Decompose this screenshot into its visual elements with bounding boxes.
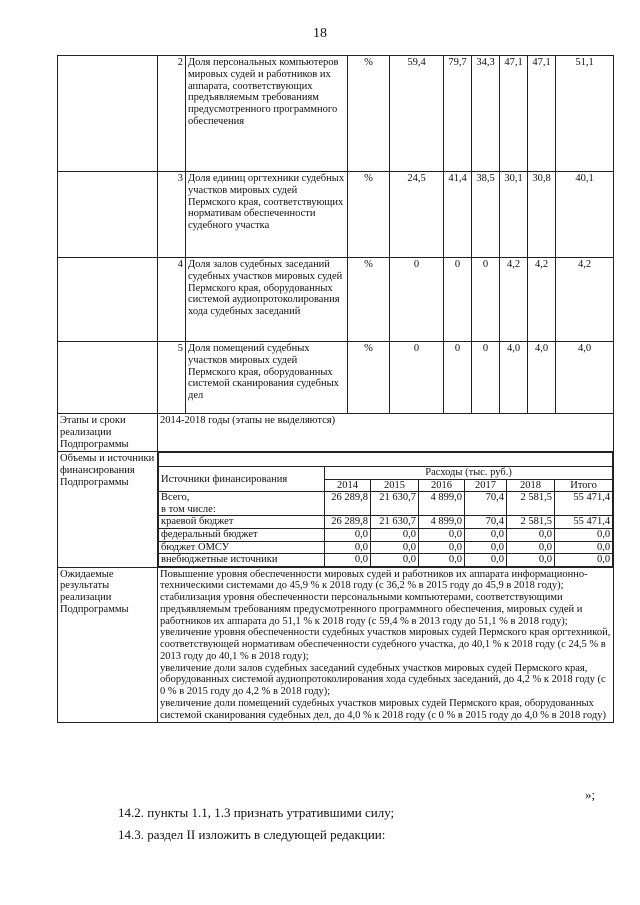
indicator-y2017: 4,2 bbox=[500, 258, 528, 342]
indicator-n: 2 bbox=[158, 56, 186, 172]
finance-value: 21 630,7 bbox=[371, 492, 419, 516]
indicator-text: Доля помещений судебных участков мировых судей Пермского края, оборудованных системой сканирования судебных дел bbox=[186, 342, 348, 414]
indicator-y2015: 0 bbox=[444, 258, 472, 342]
indicator-text: Доля единиц оргтехники судебных участков мировых судей Пермского края, соответствующих нормативам обеспеченности судебного участка bbox=[186, 172, 348, 258]
finance-value: 0,0 bbox=[507, 554, 555, 567]
finance-value: 0,0 bbox=[507, 528, 555, 541]
indicator-blank bbox=[58, 172, 158, 258]
result-item: увеличение уровня обеспеченности судебных участков мировых судей Пермского края оргтехникой, соответствующей нормативам обеспеченности судебного участка, до 40,1 % к 2018 году (с 24,5 % в 2013 году до 40,1 % в 2018 году); bbox=[160, 627, 611, 662]
indicator-blank bbox=[58, 56, 158, 172]
finance-value: 2 581,5 bbox=[507, 492, 555, 516]
paragraph-14-3: 14.3. раздел II изложить в следующей редакции: bbox=[118, 827, 386, 842]
indicator-y2016: 34,3 bbox=[472, 56, 500, 172]
finance-value: 2 581,5 bbox=[507, 516, 555, 529]
indicator-row bbox=[58, 258, 614, 342]
year-header: 2017 bbox=[465, 479, 507, 492]
finance-data-row bbox=[159, 492, 613, 516]
finance-value: 0,0 bbox=[465, 541, 507, 554]
finance-value: 0,0 bbox=[325, 554, 371, 567]
page-number: 18 bbox=[313, 26, 327, 41]
indicator-row bbox=[58, 342, 614, 414]
finance-value: 21 630,7 bbox=[371, 516, 419, 529]
indicator-base: 59,4 bbox=[390, 56, 444, 172]
expenses-header: Расходы (тыс. руб.) bbox=[325, 467, 613, 480]
year-header: 2015 bbox=[371, 479, 419, 492]
paragraph-14-2: 14.2. пункты 1.1, 1.3 признать утратившими силу; bbox=[118, 805, 395, 820]
finance-value: 70,4 bbox=[465, 492, 507, 516]
indicator-y2016: 38,5 bbox=[472, 172, 500, 258]
indicator-y2019: 51,1 bbox=[556, 56, 614, 172]
finance-value: 0,0 bbox=[419, 541, 465, 554]
indicator-y2018: 47,1 bbox=[528, 56, 556, 172]
indicator-y2019: 4,0 bbox=[556, 342, 614, 414]
result-item: увеличение доли залов судебных заседаний судебных участков мировых судей Пермского края, оборудованных системой аудиопротоколирования хода судебных заседаний, до 4,2 % к 2018 году (с 0 % в 2015 году до 4,2 % в 2018 году); bbox=[160, 662, 606, 698]
indicator-text: Доля персональных компьютеров мировых судей и работников их аппарата, соответствующих предъявляемым требованиям предусмотренного программного обеспечения bbox=[186, 56, 348, 172]
subprogram-passport-table bbox=[57, 55, 614, 723]
finance-data-row bbox=[159, 516, 613, 529]
result-item: увеличение доли помещений судебных участков мировых судей Пермского края, оборудованных системой сканирования судебных дел, до 4,0 % к 2018 году (с 0 % в 2015 году до 4,0 % в 2018 году) bbox=[160, 697, 606, 721]
finance-source: Всего, в том числе: bbox=[159, 492, 325, 516]
finance-row bbox=[58, 452, 614, 567]
finance-value: 0,0 bbox=[419, 528, 465, 541]
year-header: Итого bbox=[555, 479, 613, 492]
year-header: 2018 bbox=[507, 479, 555, 492]
indicator-y2015: 41,4 bbox=[444, 172, 472, 258]
finance-value: 0,0 bbox=[325, 541, 371, 554]
indicator-y2018: 30,8 bbox=[528, 172, 556, 258]
finance-value: 0,0 bbox=[371, 541, 419, 554]
finance-value: 4 899,0 bbox=[419, 516, 465, 529]
indicator-row bbox=[58, 172, 614, 258]
finance-value: 55 471,4 bbox=[555, 492, 613, 516]
indicator-unit: % bbox=[348, 258, 390, 342]
results-row bbox=[58, 567, 614, 723]
finance-value: 26 289,8 bbox=[325, 516, 371, 529]
indicator-y2015: 0 bbox=[444, 342, 472, 414]
finance-value: 0,0 bbox=[465, 528, 507, 541]
finance-source: бюджет ОМСУ bbox=[159, 541, 325, 554]
finance-label: Объемы и источники финансирования Подпрограммы bbox=[58, 452, 158, 567]
finance-value: 0,0 bbox=[555, 528, 613, 541]
source-header: Источники финансирования bbox=[159, 467, 325, 492]
finance-source: федеральный бюджет bbox=[159, 528, 325, 541]
finance-value: 0,0 bbox=[371, 528, 419, 541]
finance-value: 4 899,0 bbox=[419, 492, 465, 516]
indicator-blank bbox=[58, 258, 158, 342]
results-text bbox=[158, 567, 614, 723]
indicator-y2017: 47,1 bbox=[500, 56, 528, 172]
result-item: Повышение уровня обеспеченности мировых судей и работников их аппарата информационно-техническими системами до 45,9 % к 2018 году (с 36,2 % в 2015 году до 45,9 в 2018 году); bbox=[160, 568, 588, 592]
finance-value: 0,0 bbox=[507, 541, 555, 554]
closing-mark: »; bbox=[585, 787, 596, 802]
year-header: 2016 bbox=[419, 479, 465, 492]
indicator-unit: % bbox=[348, 172, 390, 258]
indicator-y2017: 4,0 bbox=[500, 342, 528, 414]
indicator-y2019: 4,2 bbox=[556, 258, 614, 342]
indicator-base: 0 bbox=[390, 258, 444, 342]
finance-data-row bbox=[159, 554, 613, 567]
stages-value: 2014-2018 годы (этапы не выделяются) bbox=[158, 414, 614, 452]
indicator-n: 5 bbox=[158, 342, 186, 414]
indicator-y2019: 40,1 bbox=[556, 172, 614, 258]
result-item: стабилизация уровня обеспеченности персональными компьютерами, соответствующими предъявляемым требованиям предусмотренного программного обеспечения, мировых судей и работников их аппарата до 51,1 % к 2018 году (с 59,4 % в 2013 году до 51,1 % в 2018 году); bbox=[160, 592, 583, 627]
finance-value: 70,4 bbox=[465, 516, 507, 529]
indicator-row bbox=[58, 56, 614, 172]
indicator-base: 24,5 bbox=[390, 172, 444, 258]
finance-value: 26 289,8 bbox=[325, 492, 371, 516]
stages-label: Этапы и сроки реализации Подпрограммы bbox=[58, 414, 158, 452]
indicator-unit: % bbox=[348, 56, 390, 172]
indicator-y2018: 4,2 bbox=[528, 258, 556, 342]
finance-value: 0,0 bbox=[325, 528, 371, 541]
finance-value: 0,0 bbox=[555, 554, 613, 567]
finance-table bbox=[158, 452, 613, 566]
year-header: 2014 bbox=[325, 479, 371, 492]
finance-value: 0,0 bbox=[371, 554, 419, 567]
indicator-unit: % bbox=[348, 342, 390, 414]
finance-value: 0,0 bbox=[555, 541, 613, 554]
indicator-base: 0 bbox=[390, 342, 444, 414]
indicator-n: 3 bbox=[158, 172, 186, 258]
finance-value: 0,0 bbox=[465, 554, 507, 567]
indicator-y2015: 79,7 bbox=[444, 56, 472, 172]
results-label: Ожидаемые результаты реализации Подпрограммы bbox=[58, 567, 158, 723]
indicator-y2016: 0 bbox=[472, 258, 500, 342]
indicator-y2017: 30,1 bbox=[500, 172, 528, 258]
finance-source: внебюджетные источники bbox=[159, 554, 325, 567]
indicator-blank bbox=[58, 342, 158, 414]
finance-data-row bbox=[159, 541, 613, 554]
finance-value: 55 471,4 bbox=[555, 516, 613, 529]
indicator-y2018: 4,0 bbox=[528, 342, 556, 414]
indicator-y2016: 0 bbox=[472, 342, 500, 414]
finance-source: краевой бюджет bbox=[159, 516, 325, 529]
finance-data-row bbox=[159, 528, 613, 541]
finance-value: 0,0 bbox=[419, 554, 465, 567]
stages-row bbox=[58, 414, 614, 452]
indicator-text: Доля залов судебных заседаний судебных участков мировых судей Пермского края, оборудованных системой аудиопротоколирования хода судебных заседаний bbox=[186, 258, 348, 342]
indicator-n: 4 bbox=[158, 258, 186, 342]
